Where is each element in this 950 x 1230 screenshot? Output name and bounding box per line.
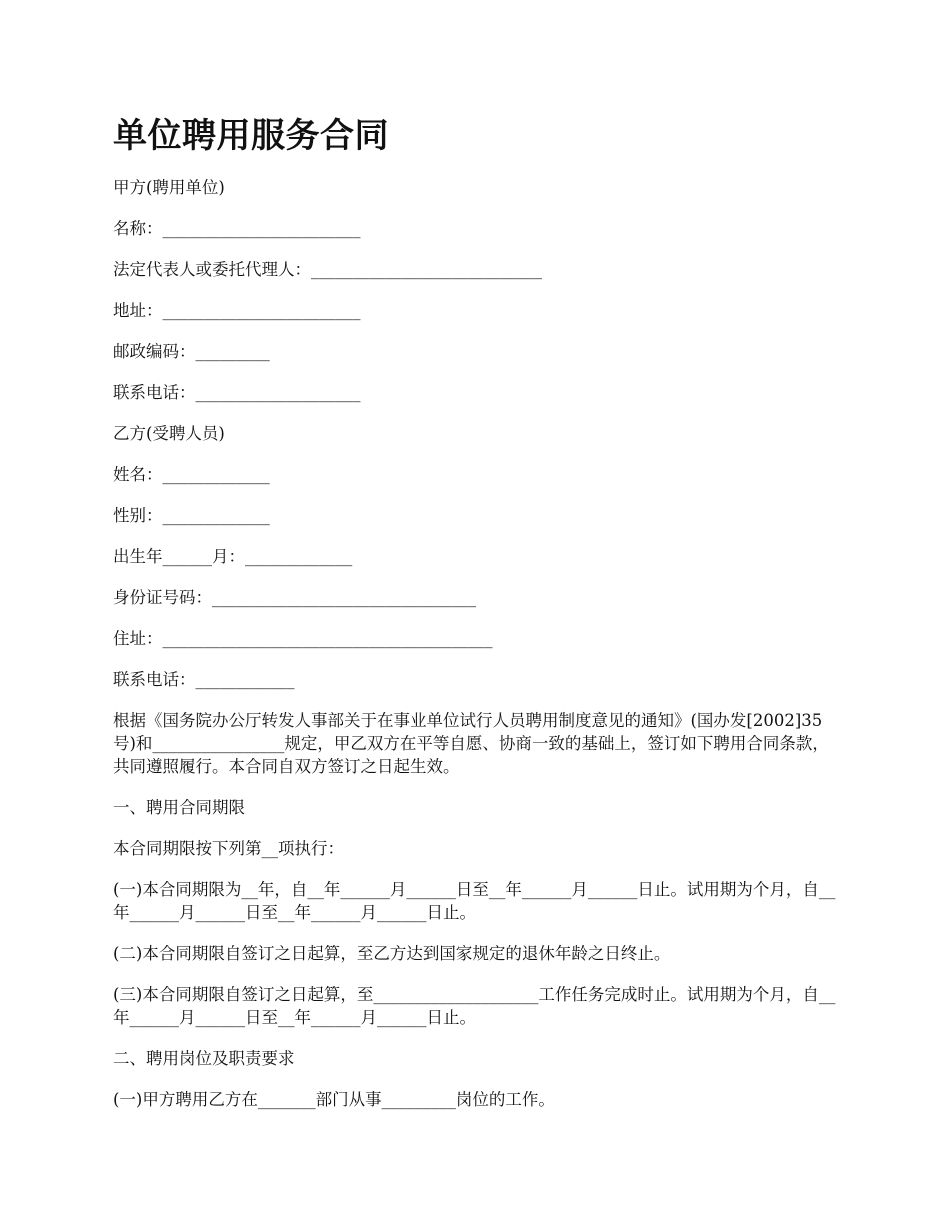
party-b-name-field: 姓名：_____________ [113, 465, 270, 484]
section-1-item-3: (三)本合同期限自签订之日起算，至____________________工作任务完成时止。试用期为个月，自__年______月______日至__年______月______日止。 [113, 985, 836, 1027]
section-1-item-2: (二)本合同期限自签订之日起算，至乙方达到国家规定的退休年龄之日终止。 [113, 944, 671, 963]
document-title: 单位聘用服务合同 [113, 116, 389, 156]
contract-document [113, 110, 838, 1129]
party-b-gender-field: 性别：_____________ [113, 506, 270, 525]
party-a-representative-field: 法定代表人或委托代理人：____________________________ [113, 260, 542, 279]
section-2-item-1: (一)甲方聘用乙方在_______部门从事_________岗位的工作。 [113, 1090, 555, 1109]
section-1-item-1: (一)本合同期限为__年，自__年______月______日至__年______月______日止。试用期为个月，自__年______月______日至__年______月______日止。 [113, 880, 836, 922]
basis-paragraph: 根据《国务院办公厅转发人事部关于在事业单位试行人员聘用制度意见的通知》(国办发[2002]35号)和________________规定，甲乙双方在平等自愿、协商一致的基础上，签订如下聘用合同条款，共同遵照履行。本合同自双方签订之日起生效。 [113, 711, 829, 776]
party-b-address-field: 住址：________________________________________ [113, 629, 493, 648]
party-a-name-field: 名称：________________________ [113, 219, 361, 238]
party-a-address-field: 地址：________________________ [113, 301, 361, 320]
party-a-heading: 甲方(聘用单位) [113, 178, 225, 197]
party-b-id-number-field: 身份证号码：________________________________ [113, 588, 476, 607]
party-a-phone-field: 联系电话：____________________ [113, 383, 361, 402]
section-2-heading: 二、聘用岗位及职责要求 [113, 1049, 295, 1068]
section-1-intro: 本合同期限按下列第__项执行： [113, 839, 344, 858]
party-b-phone-field: 联系电话：____________ [113, 670, 295, 689]
party-b-heading: 乙方(受聘人员) [113, 424, 225, 443]
party-a-postal-code-field: 邮政编码：_________ [113, 342, 270, 361]
party-b-birth-field: 出生年______月：_____________ [113, 547, 353, 566]
section-1-heading: 一、聘用合同期限 [113, 798, 245, 817]
